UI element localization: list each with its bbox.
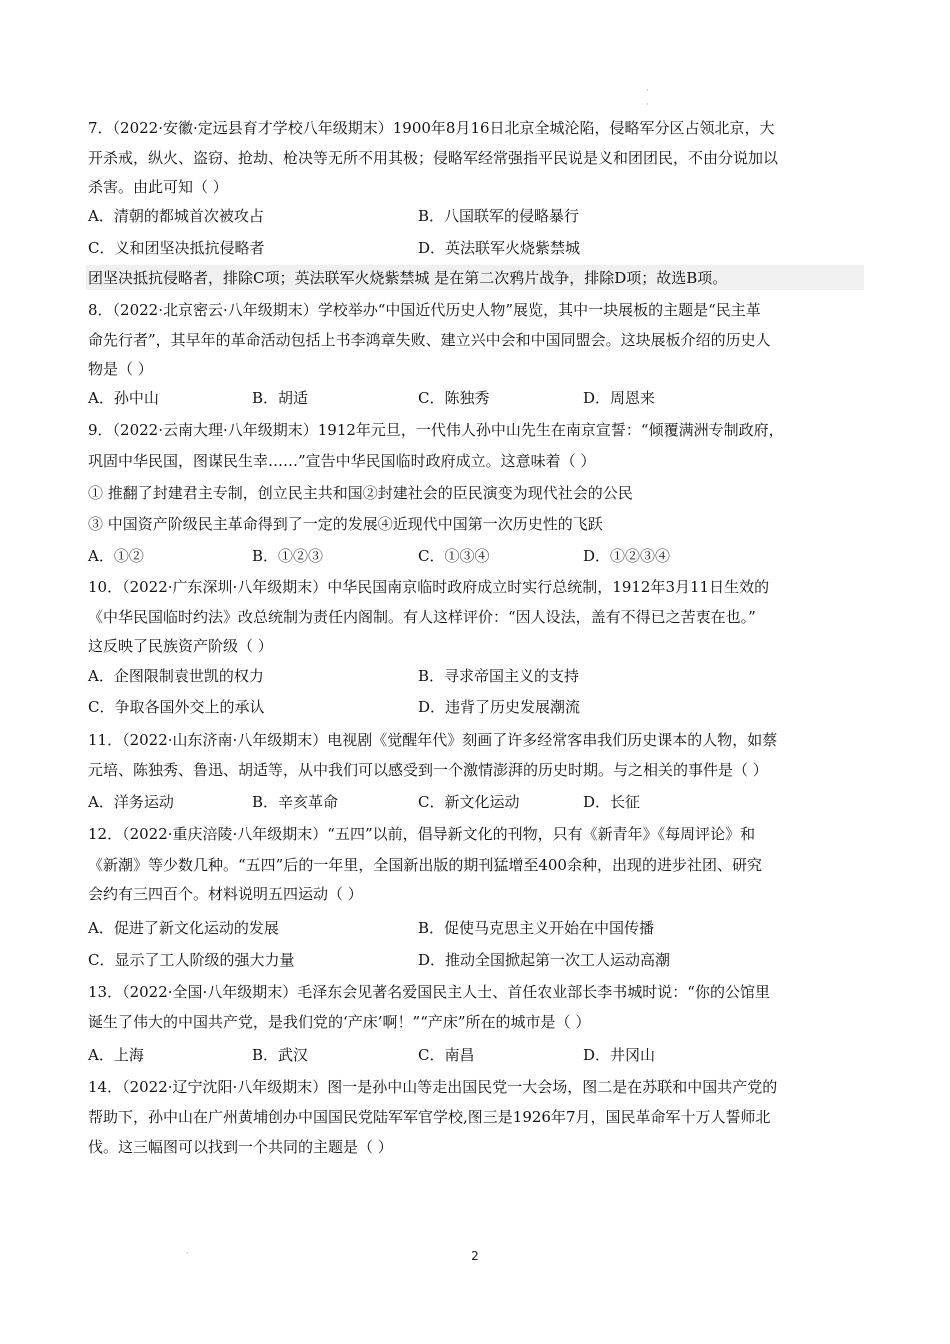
- q13-line-1: 13．（2022·全国·八年级期末）毛泽东会见著名爱国民主人士、首任农业部长李书城时说：“你的公馆里: [88, 983, 770, 1001]
- q9-statement-2: ③ 中国资产阶级民主革命得到了一定的发展④近现代中国第一次历史性的飞跃: [88, 515, 603, 533]
- q14-line-3: 伐。这三幅图可以找到一个共同的主题是（ ）: [88, 1138, 393, 1156]
- q14-line-2: 帮助下，孙中山在广州黄埔创办中国国民党陆军军官学校,图三是1926年7月，国民革命军十万人誓师北: [88, 1108, 771, 1126]
- q10-option-c: C．争取各国外交上的承认: [88, 698, 265, 716]
- q8-option-b: B．胡适: [252, 389, 309, 407]
- page-number: 2: [471, 1249, 479, 1263]
- q11-option-c: C．新文化运动: [418, 793, 520, 811]
- q8-line-2: 命先行者”，其早年的革命活动包括上书李鸿章失败、建立兴中会和中国同盟会。这块展板介绍的历史人: [88, 331, 771, 349]
- q13-line-2: 诞生了伟大的中国共产党，是我们党的‘产床’啊！”“产床”所在的城市是（ ）: [88, 1013, 591, 1031]
- q9-option-c: C．①③④: [418, 547, 490, 565]
- q13-option-a: A．上海: [88, 1046, 144, 1064]
- q7-option-a: A．清朝的都城首次被攻占: [88, 207, 264, 225]
- q9-option-a: A．①②: [88, 547, 144, 565]
- q11-line-2: 元培、陈独秀、鲁迅、胡适等，从中我们可以感受到一个激情澎湃的历史时期。与之相关的事件是（ ）: [88, 761, 768, 779]
- q8-option-d: D．周恩来: [583, 389, 656, 407]
- q8-option-a: A．孙中山: [88, 389, 159, 407]
- q7-line-2: 开杀戒，纵火、盗窃、抢劫、枪决等无所不用其极；侵略军经常强指平民说是义和团团民，不由分说加以: [88, 149, 779, 167]
- q11-option-a: A．洋务运动: [88, 793, 174, 811]
- q10-line-1: 10．（2022·广东深圳·八年级期末）中华民国南京临时政府成立时实行总统制，1912年3月11日生效的: [88, 578, 770, 596]
- q13-option-b: B．武汉: [252, 1046, 309, 1064]
- q10-line-2: 《中华民国临时约法》改总统制为责任内阁制。有人这样评价：“因人设法，盖有不得已之苦衷在也。”: [88, 608, 756, 626]
- q12-line-3: 会约有三四百个。材料说明五四运动（ ）: [88, 885, 363, 903]
- q12-line-1: 12．（2022·重庆涪陵·八年级期末）“五四”以前，倡导新文化的刊物，只有《新青年》《每周评论》和: [88, 825, 756, 843]
- q9-line-2: 巩固中华民国，图谋民生幸……”宣告中华民国临时政府成立。这意味着（ ）: [88, 452, 596, 470]
- q14-line-1: 14．（2022·辽宁沈阳·八年级期末）图一是孙中山等走出国民党一大会场，图二是在苏联和中国共产党的: [88, 1078, 778, 1096]
- q13-option-d: D．井冈山: [583, 1046, 656, 1064]
- corner-mark: ·: [646, 86, 649, 95]
- q7-option-b: B．八国联军的侵略暴行: [418, 207, 580, 225]
- q7-answer-fragment: 团坚决抵抗侵略者，排除C项；英法联军火烧紫禁城 是在第二次鸦片战争，排除D项；故选B项。: [88, 269, 728, 287]
- q10-option-b: B．寻求帝国主义的支持: [418, 667, 580, 685]
- q12-option-d: D．推动全国掀起第一次工人运动高潮: [418, 951, 671, 969]
- corner-mark: ·: [646, 100, 649, 109]
- q7-option-c: C．义和团坚决抵抗侵略者: [88, 239, 265, 257]
- corner-mark: ·: [186, 1249, 189, 1258]
- q7-line-1: 7．（2022·安徽·定远县育才学校八年级期末）1900年8月16日北京全城沦陷，侵略军分区占领北京，大: [88, 119, 775, 137]
- q9-line-1: 9．（2022·云南大理·八年级期末）1912年元旦，一代伟人孙中山先生在南京宣誓：“倾覆满洲专制政府，: [88, 421, 784, 439]
- q10-line-3: 这反映了民族资产阶级（ ）: [88, 637, 273, 655]
- q12-option-b: B．促使马克思主义开始在中国传播: [418, 919, 655, 937]
- q11-option-b: B．辛亥革命: [252, 793, 339, 811]
- q9-option-b: B．①②③: [252, 547, 324, 565]
- q10-option-d: D．违背了历史发展潮流: [418, 698, 581, 716]
- q8-line-3: 物是（ ）: [88, 360, 153, 378]
- q8-option-c: C．陈独秀: [418, 389, 490, 407]
- q12-option-a: A．促进了新文化运动的发展: [88, 919, 279, 937]
- q9-option-d: D．①②③④: [583, 547, 671, 565]
- q7-option-d: D．英法联军火烧紫禁城: [418, 239, 581, 257]
- q11-option-d: D．长征: [583, 793, 641, 811]
- q8-line-1: 8．（2022·北京密云·八年级期末）学校举办“中国近代历史人物”展览，其中一块展板的主题是“民主革: [88, 301, 761, 319]
- q10-option-a: A．企图限制袁世凯的权力: [88, 667, 264, 685]
- q12-option-c: C．显示了工人阶级的强大力量: [88, 951, 295, 969]
- q12-line-2: 《新潮》等少数几种。“五四”后的一年里，全国新出版的期刊猛增至400余种，出现的进步社团、研究: [88, 856, 762, 874]
- q9-statement-1: ① 推翻了封建君主专制，创立民主共和国②封建社会的臣民演变为现代社会的公民: [88, 484, 633, 502]
- q13-option-c: C．南昌: [418, 1046, 475, 1064]
- q11-line-1: 11．（2022·山东济南·八年级期末）电视剧《觉醒年代》刻画了许多经常客串我们历史课本的人物，如蔡: [88, 731, 778, 749]
- q7-line-3: 杀害。由此可知（ ）: [88, 178, 228, 196]
